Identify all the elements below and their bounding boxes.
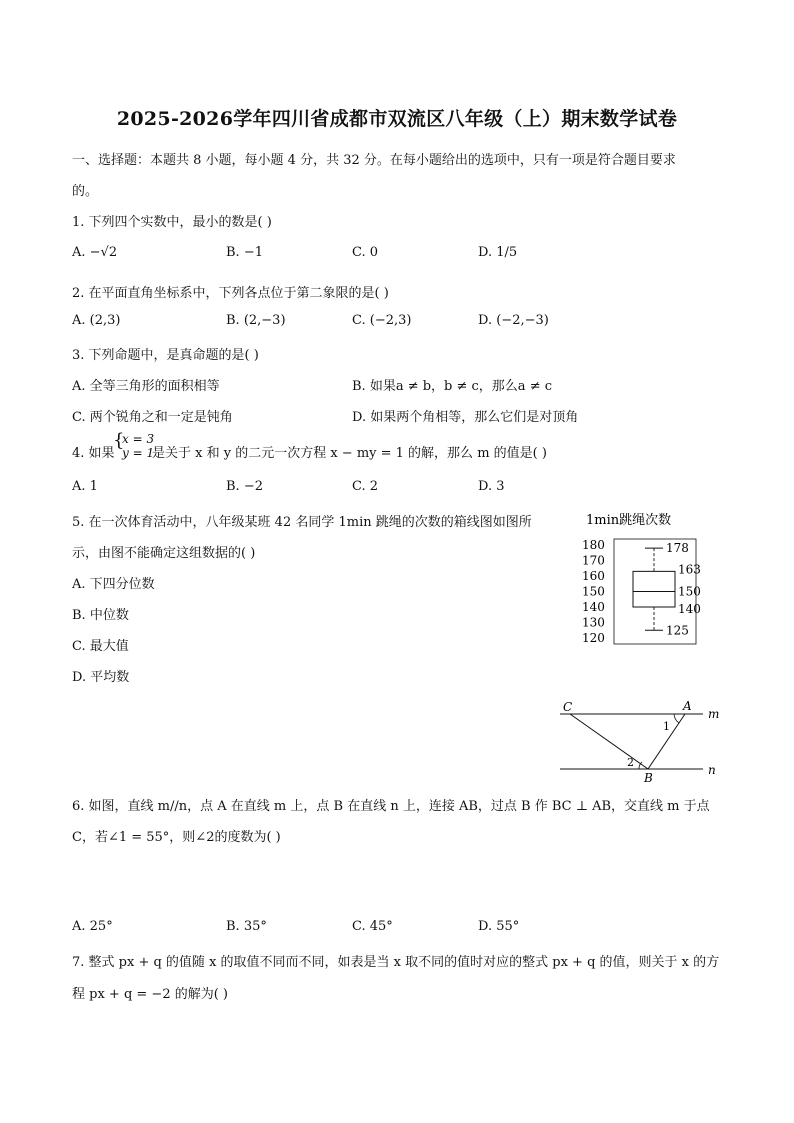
- q2-option-c: C. (−2,3): [352, 313, 412, 328]
- q3-option-b: B. 如果a ≠ b，b ≠ c，那么a ≠ c: [352, 379, 552, 394]
- q4-option-c: C. 2: [352, 479, 379, 494]
- geometry-figure: [555, 698, 730, 782]
- q2-option-a: A. (2,3): [72, 313, 121, 328]
- boxplot-tick-label: 130: [582, 615, 605, 630]
- label-angle1: 1: [663, 720, 670, 733]
- label-c: C: [563, 700, 573, 714]
- label-n: n: [708, 763, 716, 777]
- q5-option-d: D. 平均数: [72, 670, 130, 685]
- q7-stem-line1: 7. 整式 px + q 的值随 x 的取值不同而不同，如表是当 x 取不同的值时对应的整式 px + q 的值，则关于 x 的方: [72, 955, 720, 970]
- boxplot-value-label-median: 150: [678, 584, 701, 599]
- q2-stem: 2. 在平面直角坐标系中，下列各点位于第二象限的是( ): [72, 286, 389, 301]
- q6-option-c: C. 45°: [352, 919, 393, 934]
- boxplot-tick-label: 160: [582, 569, 605, 583]
- q3-option-c: C. 两个锐角之和一定是钝角: [72, 410, 233, 425]
- segment-cb: [570, 714, 648, 769]
- q4-system-bottom: y = 1: [122, 446, 155, 460]
- q7-stem-line2: 程 px + q = −2 的解为( ): [72, 987, 228, 1002]
- q2-option-d: D. (−2,−3): [478, 313, 549, 328]
- q5-option-c: C. 最大值: [72, 639, 129, 654]
- q1-option-c: C. 0: [352, 245, 379, 260]
- boxplot-tick-label: 120: [582, 631, 605, 645]
- label-m: m: [708, 707, 720, 721]
- boxplot-tick-label: 140: [582, 600, 605, 614]
- q4-stem-post: 是关于 x 和 y 的二元一次方程 x − my = 1 的解，那么 m 的值是( ): [152, 446, 547, 461]
- q1-stem: 1. 下列四个实数中，最小的数是( ): [72, 215, 272, 230]
- q5-option-b: B. 中位数: [72, 608, 129, 623]
- label-angle2: 2: [627, 756, 634, 769]
- section-header-line2: 的。: [72, 184, 99, 199]
- q6-stem-line2: C，若∠1 = 55°，则∠2的度数为( ): [72, 830, 281, 845]
- boxplot-marks: [633, 541, 701, 637]
- q5-option-a: A. 下四分位数: [72, 577, 155, 592]
- q4-option-d: D. 3: [478, 479, 505, 494]
- boxplot-value-label-q3: 163: [678, 562, 701, 577]
- boxplot-value-label-min: 125: [666, 623, 689, 638]
- q4-stem-pre: 4. 如果: [72, 446, 115, 461]
- angle1-arc: [674, 714, 679, 723]
- q6-stem-line1: 6. 如图，直线 m//n，点 A 在直线 m 上，点 B 在直线 n 上，连接 AB，过点 B 作 BC ⊥ AB，交直线 m 于点: [72, 799, 710, 814]
- q1-option-b: B. −1: [226, 245, 263, 260]
- section-header-line1: 一、选择题：本题共 8 小题，每小题 4 分，共 32 分。在每小题给出的选项中，只有一项是符合题目要求: [72, 153, 676, 168]
- q4-system-brace: {: [113, 430, 125, 451]
- boxplot-figure: [578, 508, 718, 648]
- boxplot-box: [633, 571, 675, 607]
- boxplot-value-label-max: 178: [666, 541, 689, 556]
- q2-option-b: B. (2,−3): [226, 313, 286, 328]
- q1-option-a: A. −√2: [72, 245, 118, 260]
- q6-option-b: B. 35°: [226, 919, 267, 934]
- q3-stem: 3. 下列命题中，是真命题的是( ): [72, 348, 259, 363]
- boxplot-tick-label: 180: [582, 538, 605, 552]
- page-title: 2025-2026学年四川省成都市双流区八年级（上）期末数学试卷: [116, 108, 678, 130]
- q3-option-a: A. 全等三角形的面积相等: [72, 379, 220, 394]
- q5-stem-line1: 5. 在一次体育活动中，八年级某班 42 名同学 1min 跳绳的次数的箱线图如图所: [72, 515, 532, 530]
- label-a: A: [683, 699, 692, 713]
- boxplot-title: 1min跳绳次数: [586, 513, 672, 528]
- q6-option-a: A. 25°: [72, 919, 113, 934]
- q6-option-d: D. 55°: [478, 919, 520, 934]
- boxplot-tick-label: 150: [582, 584, 605, 599]
- q4-option-b: B. −2: [226, 479, 263, 494]
- q4-option-a: A. 1: [72, 479, 98, 494]
- boxplot-tick-label: 170: [582, 553, 605, 568]
- q3-option-d: D. 如果两个角相等，那么它们是对顶角: [352, 410, 579, 425]
- label-b: B: [644, 771, 653, 782]
- q1-option-d: D. 1/5: [478, 245, 518, 260]
- q5-stem-line2: 示，由图不能确定这组数据的( ): [72, 546, 256, 561]
- q4-system-top: x = 3: [122, 432, 155, 446]
- boxplot-value-label-q1: 140: [678, 602, 701, 616]
